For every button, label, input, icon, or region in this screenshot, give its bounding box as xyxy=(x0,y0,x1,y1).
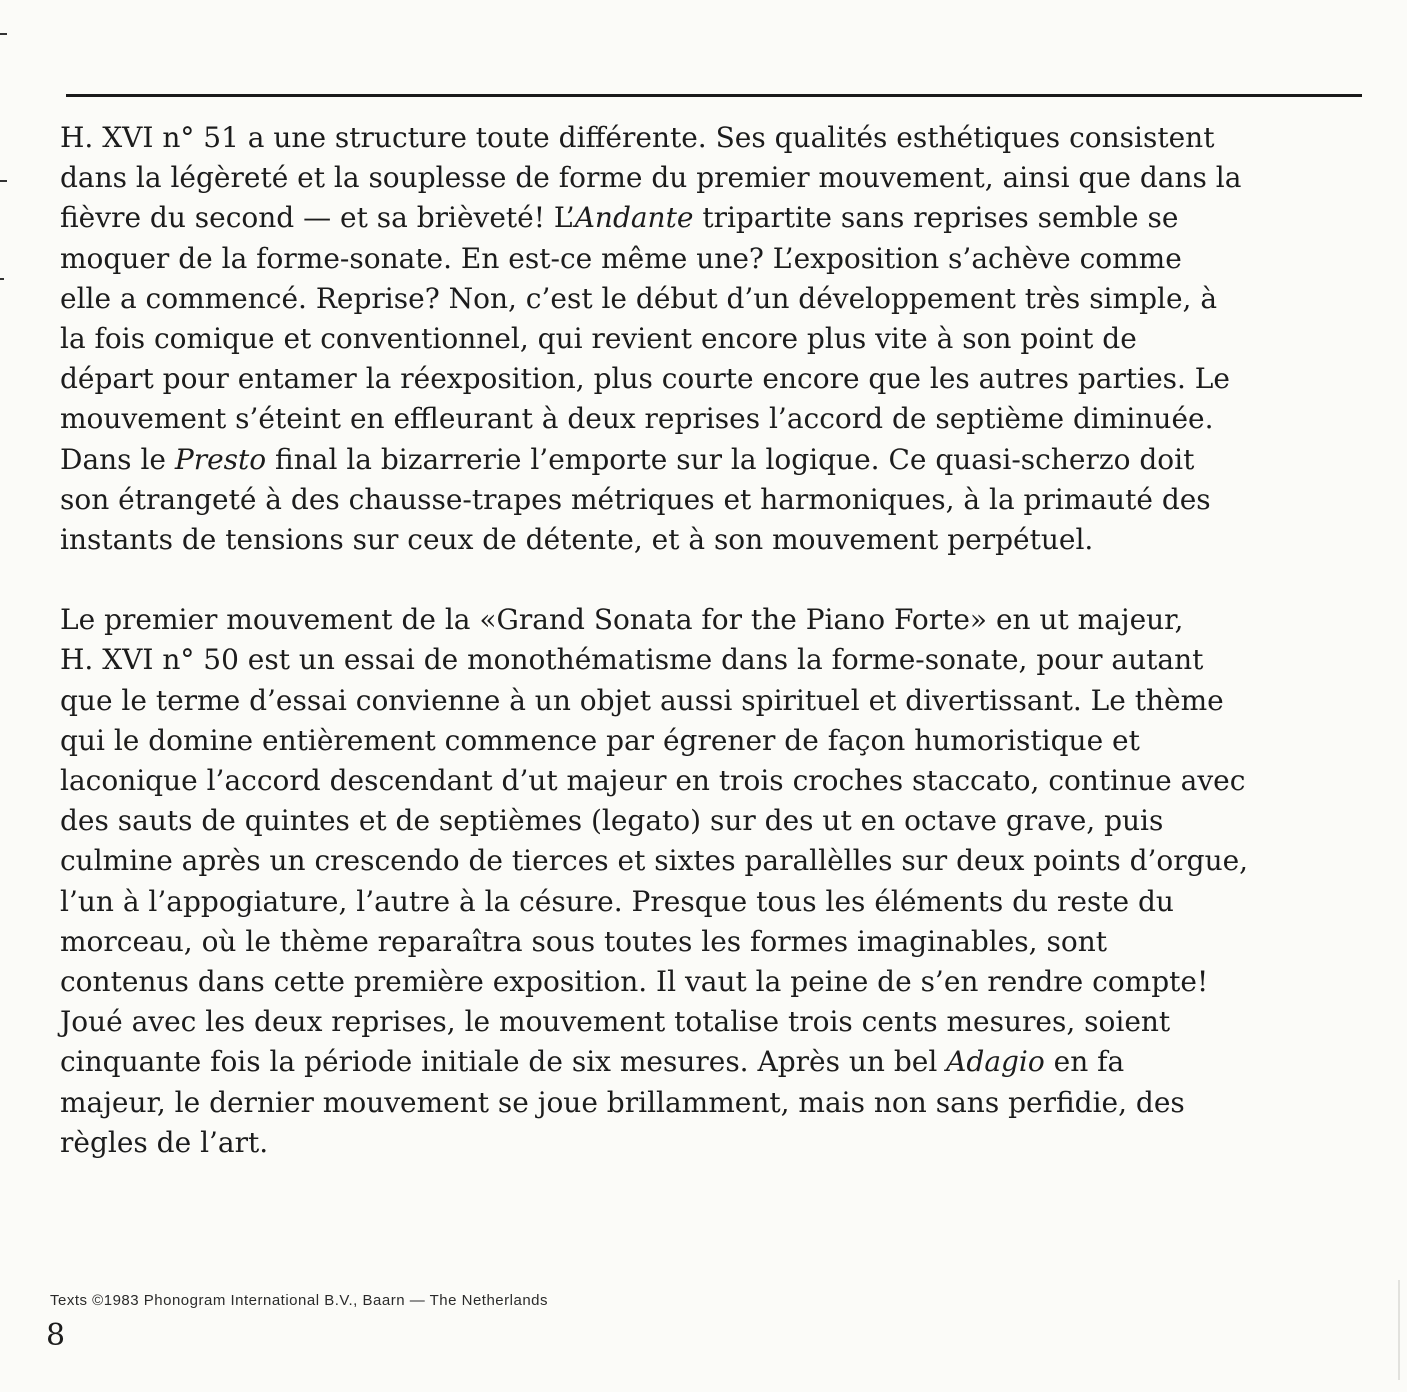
text-line xyxy=(60,118,1345,158)
text-line xyxy=(60,761,1345,801)
italic-term: Andante xyxy=(574,201,694,235)
text-line xyxy=(60,600,1345,640)
line-text: contenus dans cette première exposition. Il vaut la peine de s’en rendre compte! xyxy=(60,965,1209,999)
line-text: que le terme d’essai convienne à un objet aussi spirituel et divertissant. Le thème xyxy=(60,683,1224,717)
text-line xyxy=(60,239,1345,279)
text-line xyxy=(60,359,1345,399)
text-line xyxy=(60,721,1345,761)
text-line xyxy=(60,440,1345,480)
line-text: mouvement s’éteint en effleurant à deux reprises l’accord de septième diminuée. xyxy=(60,402,1214,436)
line-text: son étrangeté à des chausse-trapes métriques et harmoniques, à la primauté des xyxy=(60,482,1211,516)
italic-term: Presto xyxy=(174,442,267,476)
text-line xyxy=(60,922,1345,962)
text-line xyxy=(60,801,1345,841)
line-text: l’un à l’appogiature, l’autre à la césure. Presque tous les éléments du reste du xyxy=(60,884,1174,918)
line-text: la fois comique et conventionnel, qui revient encore plus vite à son point de xyxy=(60,322,1137,356)
text-line xyxy=(60,1002,1345,1042)
line-text: culmine après un crescendo de tierces et sixtes parallèlles sur deux points d’orgue, xyxy=(60,844,1249,878)
line-text: Joué avec les deux reprises, le mouvement totalise trois cents mesures, soient xyxy=(60,1005,1171,1039)
text-line xyxy=(60,681,1345,721)
paragraph-sonata-50 xyxy=(60,600,1345,1163)
line-text: moquer de la forme-sonate. En est-ce même une? L’exposition s’achève comme xyxy=(60,241,1182,275)
line-text: des sauts de quintes et de septièmes (legato) sur des ut en octave grave, puis xyxy=(60,804,1164,838)
edge-mark xyxy=(0,33,7,35)
line-text: elle a commencé. Reprise? Non, c’est le début d’un développement très simple, à xyxy=(60,281,1218,315)
paragraph-sonata-51 xyxy=(60,118,1345,560)
line-text: instants de tensions sur ceux de détente, et à son mouvement perpétuel. xyxy=(60,523,1094,557)
text-line xyxy=(60,480,1345,520)
text-line xyxy=(60,319,1345,359)
line-text: cinquante fois la période initiale de six mesures. Après un bel xyxy=(60,1045,947,1079)
top-rule-divider xyxy=(66,94,1362,97)
italic-term: Adagio xyxy=(946,1045,1045,1079)
line-text: H. XVI n° 50 est un essai de monothématisme dans la forme-sonate, pour autant xyxy=(60,643,1204,677)
line-text: morceau, où le thème reparaîtra sous toutes les formes imaginables, sont xyxy=(60,924,1107,958)
text-line xyxy=(60,841,1345,881)
text-line xyxy=(60,158,1345,198)
line-text: en fa xyxy=(1044,1045,1125,1079)
line-text: qui le domine entièrement commence par égrener de façon humoristique et xyxy=(60,723,1140,757)
edge-mark xyxy=(0,278,4,280)
text-line xyxy=(60,399,1345,439)
text-line xyxy=(60,882,1345,922)
text-line xyxy=(60,1083,1345,1123)
edge-mark xyxy=(0,180,7,182)
text-line xyxy=(60,198,1345,238)
body-text xyxy=(60,118,1345,1163)
text-line xyxy=(60,520,1345,560)
text-line xyxy=(60,1123,1345,1163)
text-line xyxy=(60,279,1345,319)
line-text: tripartite sans reprises semble se xyxy=(693,201,1179,235)
text-line xyxy=(60,1042,1345,1082)
copyright-credit: Texts ©1983 Phonogram International B.V., Baarn — The Netherlands xyxy=(50,1292,548,1309)
text-line xyxy=(60,640,1345,680)
line-text: H. XVI n° 51 a une structure toute différente. Ses qualités esthétiques consistent xyxy=(60,121,1215,154)
line-text: dans la légèreté et la souplesse de forme du premier mouvement, ainsi que dans la xyxy=(60,161,1242,195)
line-text: laconique l’accord descendant d’ut majeur en trois croches staccato, continue avec xyxy=(60,764,1246,798)
line-text: départ pour entamer la réexposition, plus courte encore que les autres parties. Le xyxy=(60,362,1230,396)
page-edge-shadow xyxy=(1398,1280,1400,1380)
page-number: 8 xyxy=(46,1318,66,1353)
line-text: final la bizarrerie l’emporte sur la logique. Ce quasi-scherzo doit xyxy=(266,442,1195,476)
line-text: règles de l’art. xyxy=(60,1125,269,1159)
text-line xyxy=(60,962,1345,1002)
line-text: Le premier mouvement de la «Grand Sonata for the Piano Forte» en ut majeur, xyxy=(60,603,1184,637)
line-text: Dans le xyxy=(60,442,175,476)
line-text: majeur, le dernier mouvement se joue brillamment, mais non sans perfidie, des xyxy=(60,1085,1185,1119)
line-text: fièvre du second — et sa brièveté! L’ xyxy=(60,201,575,235)
